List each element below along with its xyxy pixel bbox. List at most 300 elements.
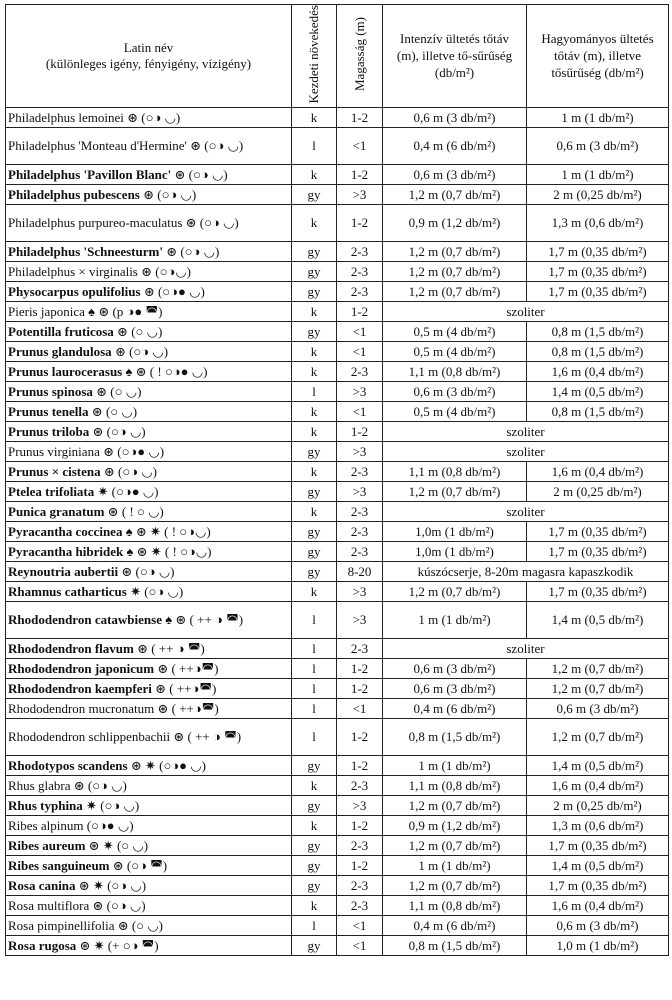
- height-cell: <1: [337, 935, 383, 955]
- plant-requirement-symbols: ⊛ ✷ (○◑● ◡): [130, 757, 206, 773]
- plant-name-cell: [6, 755, 292, 775]
- table-row: [6, 775, 669, 795]
- plant-requirement-symbols: ⊛ ✷ (○◑ ◡): [78, 877, 147, 893]
- traditional-spacing-cell: 0,8 m (1,5 db/m²): [527, 321, 669, 341]
- height-cell: 1-2: [337, 718, 383, 755]
- plant-latin-name: Pyracantha hibridek: [8, 543, 124, 559]
- traditional-spacing-cell: 1,7 m (0,35 db/m²): [527, 261, 669, 281]
- growth-cell: k: [292, 361, 337, 381]
- intensive-spacing-cell: 0,4 m (6 db/m²): [383, 127, 527, 164]
- plant-latin-name: Reynoutria aubertii: [8, 563, 119, 579]
- intensive-spacing-cell: 0,6 m (3 db/m²): [383, 678, 527, 698]
- plant-latin-name: Prunus glandulosa: [8, 343, 112, 359]
- growth-cell: gy: [292, 561, 337, 581]
- traditional-spacing-cell: 1,6 m (0,4 db/m²): [527, 775, 669, 795]
- traditional-spacing-cell: 1,7 m (0,35 db/m²): [527, 541, 669, 561]
- intensive-spacing-cell: 0,8 m (1,5 db/m²): [383, 718, 527, 755]
- growth-cell: k: [292, 164, 337, 184]
- spacing-merged-cell: szoliter: [383, 421, 669, 441]
- header-growth-label: Kezdeti növekedés: [306, 5, 321, 104]
- intensive-spacing-cell: 1,2 m (0,7 db/m²): [383, 241, 527, 261]
- plant-latin-name: Rhus glabra: [8, 777, 71, 793]
- growth-cell: gy: [292, 855, 337, 875]
- table-row: [6, 795, 669, 815]
- plant-latin-name: Rhus typhina: [8, 797, 83, 813]
- plant-latin-name: Rosa pimpinellifolia: [8, 917, 115, 933]
- plant-name-cell: [6, 184, 292, 204]
- table-row: [6, 638, 669, 658]
- table-row: [6, 581, 669, 601]
- height-cell: >3: [337, 441, 383, 461]
- table-row: [6, 261, 669, 281]
- height-cell: <1: [337, 321, 383, 341]
- plant-requirement-symbols: ⊛ (○◑ ◡): [174, 166, 228, 182]
- intensive-spacing-cell: 0,5 m (4 db/m²): [383, 321, 527, 341]
- table-row: [6, 835, 669, 855]
- table-row: [6, 164, 669, 184]
- traditional-spacing-cell: 1,7 m (0,35 db/m²): [527, 835, 669, 855]
- height-cell: <1: [337, 698, 383, 718]
- table-row: [6, 401, 669, 421]
- table-row: [6, 895, 669, 915]
- plant-name-cell: [6, 795, 292, 815]
- plant-requirement-symbols: ✷ (○◑● ◡): [97, 483, 159, 499]
- growth-cell: gy: [292, 755, 337, 775]
- table-row: [6, 755, 669, 775]
- plant-requirement-symbols: ⊛ (○◑ ◡): [185, 215, 239, 231]
- intensive-spacing-cell: 1,2 m (0,7 db/m²): [383, 261, 527, 281]
- intensive-spacing-cell: 0,8 m (1,5 db/m²): [383, 935, 527, 955]
- table-row: [6, 441, 669, 461]
- height-cell: 1-2: [337, 164, 383, 184]
- intensive-spacing-cell: 0,6 m (3 db/m²): [383, 381, 527, 401]
- plant-name-cell: [6, 835, 292, 855]
- intensive-spacing-cell: 1,0m (1 db/m²): [383, 521, 527, 541]
- growth-cell: l: [292, 678, 337, 698]
- growth-cell: l: [292, 658, 337, 678]
- traditional-spacing-cell: 1,4 m (0,5 db/m²): [527, 855, 669, 875]
- height-cell: <1: [337, 127, 383, 164]
- table-row: [6, 481, 669, 501]
- plant-requirement-symbols: ⊛ ( ++◑◚): [155, 680, 217, 696]
- intensive-spacing-cell: 0,4 m (6 db/m²): [383, 915, 527, 935]
- plant-name-cell: [6, 241, 292, 261]
- plant-latin-name: Prunus triloba: [8, 423, 90, 439]
- height-cell: 2-3: [337, 501, 383, 521]
- plant-name-cell: [6, 718, 292, 755]
- plant-requirement-symbols: ⊛ ( ++ ◑ ◚): [173, 729, 242, 745]
- intensive-spacing-cell: 1,0m (1 db/m²): [383, 541, 527, 561]
- table-row: [6, 875, 669, 895]
- growth-cell: gy: [292, 281, 337, 301]
- plant-latin-name: Prunus tenella: [8, 403, 89, 419]
- plant-latin-name: Philadelphus lemoinei: [8, 109, 124, 125]
- growth-cell: k: [292, 301, 337, 321]
- plant-requirement-symbols: ⊛ ( ++ ◑ ◚): [137, 640, 205, 656]
- intensive-spacing-cell: 0,9 m (1,2 db/m²): [383, 815, 527, 835]
- plant-requirement-symbols: ⊛ (○ ◡): [96, 383, 142, 399]
- intensive-spacing-cell: 1,2 m (0,7 db/m²): [383, 184, 527, 204]
- plant-requirement-symbols: ⊛ ( ! ○ ◡): [107, 503, 164, 519]
- height-cell: >3: [337, 184, 383, 204]
- traditional-spacing-cell: 1,2 m (0,7 db/m²): [527, 658, 669, 678]
- traditional-spacing-cell: 1,6 m (0,4 db/m²): [527, 361, 669, 381]
- plant-name-cell: [6, 815, 292, 835]
- plant-name-cell: [6, 521, 292, 541]
- table-row: [6, 855, 669, 875]
- plant-name-cell: [6, 204, 292, 241]
- table-row: [6, 915, 669, 935]
- growth-cell: k: [292, 815, 337, 835]
- plant-requirement-symbols: ♠ ⊛ (p ◑● ◚): [88, 303, 163, 319]
- plant-name-cell: [6, 127, 292, 164]
- plant-requirement-symbols: ⊛ (○◑ ◡): [121, 563, 175, 579]
- table-row: [6, 241, 669, 261]
- height-cell: 2-3: [337, 541, 383, 561]
- intensive-spacing-cell: 0,9 m (1,2 db/m²): [383, 204, 527, 241]
- spacing-merged-cell: szoliter: [383, 301, 669, 321]
- growth-cell: l: [292, 601, 337, 638]
- traditional-spacing-cell: 1 m (1 db/m²): [527, 107, 669, 127]
- plant-requirement-symbols: ✷ (○◑ ◡): [130, 583, 184, 599]
- plant-latin-name: Philadelphus 'Monteau d'Hermine': [8, 138, 187, 154]
- plant-latin-name: Potentilla fruticosa: [8, 323, 114, 339]
- intensive-spacing-cell: 1,2 m (0,7 db/m²): [383, 875, 527, 895]
- intensive-spacing-cell: 0,4 m (6 db/m²): [383, 698, 527, 718]
- table-row: [6, 301, 669, 321]
- growth-cell: gy: [292, 481, 337, 501]
- traditional-spacing-cell: 0,6 m (3 db/m²): [527, 698, 669, 718]
- plant-name-cell: [6, 581, 292, 601]
- spacing-merged-cell: szoliter: [383, 441, 669, 461]
- growth-cell: l: [292, 381, 337, 401]
- intensive-spacing-cell: 1,2 m (0,7 db/m²): [383, 795, 527, 815]
- header-intensive: Intenzív ültetés tőtáv (m), illetve tő-sűrűség (db/m²): [383, 5, 527, 108]
- traditional-spacing-cell: 1,3 m (0,6 db/m²): [527, 815, 669, 835]
- plant-name-cell: [6, 915, 292, 935]
- traditional-spacing-cell: 0,6 m (3 db/m²): [527, 127, 669, 164]
- intensive-spacing-cell: 1,2 m (0,7 db/m²): [383, 281, 527, 301]
- plant-name-cell: [6, 361, 292, 381]
- plant-latin-name: Pyracantha coccinea: [8, 523, 123, 539]
- traditional-spacing-cell: 2 m (0,25 db/m²): [527, 481, 669, 501]
- plant-requirement-symbols: ♠ ⊛ ✷ ( ! ○◑◡): [125, 523, 211, 539]
- height-cell: 1-2: [337, 421, 383, 441]
- plant-name-cell: [6, 281, 292, 301]
- plant-name-cell: [6, 601, 292, 638]
- traditional-spacing-cell: 1,7 m (0,35 db/m²): [527, 241, 669, 261]
- height-cell: 8-20: [337, 561, 383, 581]
- plant-table: [5, 4, 669, 956]
- plant-latin-name: Rosa canina: [8, 877, 76, 893]
- plant-name-cell: [6, 421, 292, 441]
- intensive-spacing-cell: 1,2 m (0,7 db/m²): [383, 481, 527, 501]
- plant-requirement-symbols: ♠ ⊛ ( ! ○◑● ◡): [125, 363, 208, 379]
- growth-cell: l: [292, 127, 337, 164]
- traditional-spacing-cell: 1,7 m (0,35 db/m²): [527, 581, 669, 601]
- plant-requirement-symbols: ♠ ⊛ ( ++ ◑ ◚): [165, 612, 244, 628]
- plant-latin-name: Philadelphus 'Pavillon Blanc': [8, 166, 172, 182]
- growth-cell: k: [292, 107, 337, 127]
- plant-name-cell: [6, 775, 292, 795]
- traditional-spacing-cell: 1,4 m (0,5 db/m²): [527, 755, 669, 775]
- plant-latin-name: Ptelea trifoliata: [8, 483, 95, 499]
- plant-requirement-symbols: ⊛ ✷ (○ ◡): [88, 837, 149, 853]
- plant-name-cell: [6, 638, 292, 658]
- plant-name-cell: [6, 561, 292, 581]
- traditional-spacing-cell: 0,8 m (1,5 db/m²): [527, 401, 669, 421]
- growth-cell: gy: [292, 261, 337, 281]
- height-cell: <1: [337, 341, 383, 361]
- growth-cell: k: [292, 895, 337, 915]
- header-latin-subtitle: (különleges igény, fényigény, vízigény): [45, 55, 252, 71]
- table-row: [6, 184, 669, 204]
- plant-latin-name: Rhododendron mucronatum: [8, 700, 155, 716]
- intensive-spacing-cell: 0,6 m (3 db/m²): [383, 164, 527, 184]
- table-row: [6, 461, 669, 481]
- plant-latin-name: Rhododendron catawbiense: [8, 612, 162, 628]
- plant-latin-name: Rhamnus catharticus: [8, 583, 127, 599]
- plant-requirement-symbols: ⊛ ( ++◑◚): [157, 660, 219, 676]
- growth-cell: gy: [292, 521, 337, 541]
- plant-latin-name: Rosa rugosa: [8, 937, 77, 953]
- height-cell: 1-2: [337, 855, 383, 875]
- height-cell: 2-3: [337, 281, 383, 301]
- plant-latin-name: Punica granatum: [8, 503, 105, 519]
- plant-latin-name: Philadelphus × virginalis: [8, 263, 138, 279]
- height-cell: 1-2: [337, 755, 383, 775]
- table-row: [6, 561, 669, 581]
- table-row: [6, 127, 669, 164]
- plant-requirement-symbols: ⊛ (○◑● ◡): [143, 283, 205, 299]
- intensive-spacing-cell: 1,2 m (0,7 db/m²): [383, 581, 527, 601]
- plant-requirement-symbols: ⊛ (○ ◡): [117, 323, 163, 339]
- header-height-label: Magasság (m): [351, 17, 367, 92]
- traditional-spacing-cell: 1,7 m (0,35 db/m²): [527, 521, 669, 541]
- plant-name-cell: [6, 541, 292, 561]
- plant-latin-name: Ribes alpinum: [8, 817, 84, 833]
- traditional-spacing-cell: 1,3 m (0,6 db/m²): [527, 204, 669, 241]
- plant-latin-name: Physocarpus opulifolius: [8, 283, 141, 299]
- intensive-spacing-cell: 1,1 m (0,8 db/m²): [383, 775, 527, 795]
- height-cell: >3: [337, 795, 383, 815]
- plant-requirement-symbols: ⊛ (○◑ ◡): [166, 243, 220, 259]
- plant-name-cell: [6, 875, 292, 895]
- plant-latin-name: Philadelphus pubescens: [8, 186, 140, 202]
- height-cell: 2-3: [337, 895, 383, 915]
- height-cell: >3: [337, 601, 383, 638]
- growth-cell: k: [292, 775, 337, 795]
- plant-requirement-symbols: ⊛ (○◑ ◡): [190, 138, 244, 154]
- plant-latin-name: Philadelphus 'Schneesturm': [8, 243, 163, 259]
- plant-name-cell: [6, 301, 292, 321]
- intensive-spacing-cell: 0,5 m (4 db/m²): [383, 401, 527, 421]
- plant-name-cell: [6, 855, 292, 875]
- height-cell: 2-3: [337, 361, 383, 381]
- height-cell: >3: [337, 581, 383, 601]
- spacing-merged-cell: szoliter: [383, 638, 669, 658]
- plant-requirement-symbols: ⊛ ( ++◑◚): [157, 700, 219, 716]
- plant-latin-name: Prunus virginiana: [8, 443, 100, 459]
- height-cell: 2-3: [337, 521, 383, 541]
- growth-cell: gy: [292, 795, 337, 815]
- intensive-spacing-cell: 1,2 m (0,7 db/m²): [383, 835, 527, 855]
- plant-latin-name: Rhododendron schlippenbachii: [8, 729, 171, 745]
- growth-cell: gy: [292, 835, 337, 855]
- plant-latin-name: Pieris japonica: [8, 303, 85, 319]
- table-row: [6, 601, 669, 638]
- plant-name-cell: [6, 401, 292, 421]
- header-row: [6, 5, 669, 108]
- table-row: [6, 204, 669, 241]
- height-cell: 2-3: [337, 835, 383, 855]
- growth-cell: gy: [292, 541, 337, 561]
- height-cell: >3: [337, 381, 383, 401]
- table-row: [6, 361, 669, 381]
- traditional-spacing-cell: 1 m (1 db/m²): [527, 164, 669, 184]
- height-cell: 1-2: [337, 678, 383, 698]
- plant-latin-name: Prunus spinosa: [8, 383, 93, 399]
- table-row: [6, 718, 669, 755]
- table-row: [6, 658, 669, 678]
- growth-cell: k: [292, 204, 337, 241]
- plant-requirement-symbols: ⊛ (○◑ ◡): [92, 423, 146, 439]
- growth-cell: gy: [292, 184, 337, 204]
- table-row: [6, 321, 669, 341]
- plant-name-cell: [6, 481, 292, 501]
- table-row: [6, 521, 669, 541]
- plant-requirement-symbols: ⊛ (○◑ ◡): [92, 897, 146, 913]
- plant-requirement-symbols: ✷ (○◑ ◡): [86, 797, 140, 813]
- plant-requirement-symbols: ⊛ (○◑◡): [141, 263, 191, 279]
- height-cell: 1-2: [337, 301, 383, 321]
- plant-name-cell: [6, 441, 292, 461]
- plant-requirement-symbols: ⊛ (○ ◡): [117, 917, 164, 933]
- growth-cell: gy: [292, 935, 337, 955]
- growth-cell: l: [292, 718, 337, 755]
- intensive-spacing-cell: 0,6 m (3 db/m²): [383, 107, 527, 127]
- plant-name-cell: [6, 461, 292, 481]
- plant-requirement-symbols: ⊛ (○◑ ◡): [103, 463, 157, 479]
- table-row: [6, 678, 669, 698]
- table-body: [6, 107, 669, 955]
- table-row: [6, 421, 669, 441]
- growth-cell: k: [292, 341, 337, 361]
- plant-requirement-symbols: ⊛ (○◑ ◚): [112, 857, 168, 873]
- traditional-spacing-cell: 0,6 m (3 db/m²): [527, 915, 669, 935]
- plant-requirement-symbols: ⊛ (○◑● ◡): [103, 443, 165, 459]
- plant-latin-name: Ribes aureum: [8, 837, 86, 853]
- plant-name-cell: [6, 658, 292, 678]
- traditional-spacing-cell: 1,2 m (0,7 db/m²): [527, 718, 669, 755]
- intensive-spacing-cell: 0,6 m (3 db/m²): [383, 658, 527, 678]
- traditional-spacing-cell: 1,0 m (1 db/m²): [527, 935, 669, 955]
- intensive-spacing-cell: 0,5 m (4 db/m²): [383, 341, 527, 361]
- plant-name-cell: [6, 341, 292, 361]
- plant-requirement-symbols: ♠ ⊛ ✷ ( ! ○◑◡): [126, 543, 212, 559]
- plant-name-cell: [6, 895, 292, 915]
- table-row: [6, 935, 669, 955]
- traditional-spacing-cell: 1,7 m (0,35 db/m²): [527, 281, 669, 301]
- height-cell: 2-3: [337, 775, 383, 795]
- plant-name-cell: [6, 164, 292, 184]
- plant-requirement-symbols: (○◑● ◡): [86, 817, 134, 833]
- traditional-spacing-cell: 0,8 m (1,5 db/m²): [527, 341, 669, 361]
- height-cell: >3: [337, 481, 383, 501]
- height-cell: 1-2: [337, 815, 383, 835]
- plant-name-cell: [6, 935, 292, 955]
- height-cell: 2-3: [337, 261, 383, 281]
- plant-name-cell: [6, 261, 292, 281]
- plant-name-cell: [6, 678, 292, 698]
- height-cell: 1-2: [337, 658, 383, 678]
- plant-requirement-symbols: ⊛ (○◑ ◡): [73, 777, 127, 793]
- growth-cell: gy: [292, 441, 337, 461]
- intensive-spacing-cell: 1,1 m (0,8 db/m²): [383, 461, 527, 481]
- plant-latin-name: Rhodotypos scandens: [8, 757, 128, 773]
- plant-name-cell: [6, 698, 292, 718]
- plant-requirement-symbols: ⊛ ✷ (+ ○◑ ◚): [79, 937, 159, 953]
- intensive-spacing-cell: 1 m (1 db/m²): [383, 755, 527, 775]
- plant-latin-name: Rhododendron japonicum: [8, 660, 155, 676]
- table-row: [6, 341, 669, 361]
- table-row: [6, 381, 669, 401]
- header-height: [337, 5, 383, 108]
- traditional-spacing-cell: 2 m (0,25 db/m²): [527, 795, 669, 815]
- plant-name-cell: [6, 107, 292, 127]
- spacing-merged-cell: kúszócserje, 8-20m magasra kapaszkodik: [383, 561, 669, 581]
- plant-latin-name: Prunus × cistena: [8, 463, 101, 479]
- growth-cell: l: [292, 698, 337, 718]
- table-row: [6, 815, 669, 835]
- traditional-spacing-cell: 2 m (0,25 db/m²): [527, 184, 669, 204]
- growth-cell: l: [292, 915, 337, 935]
- traditional-spacing-cell: 1,4 m (0,5 db/m²): [527, 601, 669, 638]
- height-cell: 2-3: [337, 461, 383, 481]
- growth-cell: k: [292, 501, 337, 521]
- header-latin-title: Latin név: [123, 39, 174, 55]
- plant-latin-name: Rhododendron kaempferi: [8, 680, 152, 696]
- table-row: [6, 501, 669, 521]
- plant-name-cell: [6, 381, 292, 401]
- traditional-spacing-cell: 1,4 m (0,5 db/m²): [527, 381, 669, 401]
- height-cell: 2-3: [337, 875, 383, 895]
- plant-requirement-symbols: ⊛ (○ ◡): [91, 403, 138, 419]
- plant-latin-name: Prunus laurocerasus: [8, 363, 123, 379]
- plant-requirement-symbols: ⊛ (○◑ ◡): [143, 186, 197, 202]
- header-growth: [292, 5, 337, 108]
- intensive-spacing-cell: 1,1 m (0,8 db/m²): [383, 895, 527, 915]
- height-cell: 2-3: [337, 638, 383, 658]
- intensive-spacing-cell: 1 m (1 db/m²): [383, 601, 527, 638]
- table-row: [6, 281, 669, 301]
- plant-name-cell: [6, 501, 292, 521]
- table-row: [6, 698, 669, 718]
- plant-requirement-symbols: ⊛ (○◑ ◡): [127, 109, 181, 125]
- plant-latin-name: Ribes sanguineum: [8, 857, 110, 873]
- plant-latin-name: Rhododendron flavum: [8, 640, 134, 656]
- height-cell: 1-2: [337, 204, 383, 241]
- plant-latin-name: Rosa multiflora: [8, 897, 90, 913]
- growth-cell: l: [292, 638, 337, 658]
- table-row: [6, 107, 669, 127]
- intensive-spacing-cell: 1,1 m (0,8 db/m²): [383, 361, 527, 381]
- height-cell: 2-3: [337, 241, 383, 261]
- height-cell: 1-2: [337, 107, 383, 127]
- growth-cell: gy: [292, 321, 337, 341]
- traditional-spacing-cell: 1,6 m (0,4 db/m²): [527, 895, 669, 915]
- traditional-spacing-cell: 1,2 m (0,7 db/m²): [527, 678, 669, 698]
